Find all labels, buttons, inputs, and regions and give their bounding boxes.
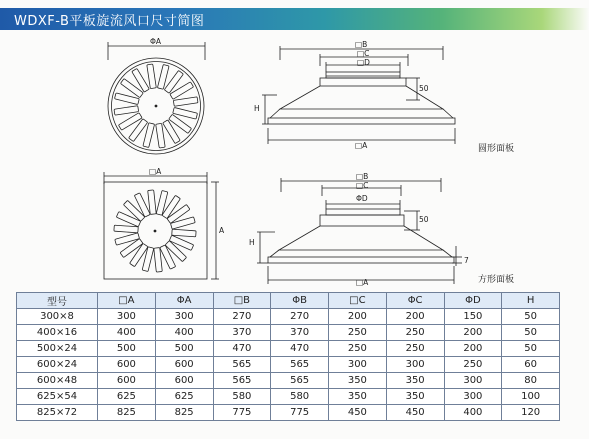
- table-cell: 80: [502, 373, 560, 389]
- table-cell: 250: [329, 325, 387, 341]
- table-cell: 600: [155, 357, 213, 373]
- col-header: ΦA: [155, 293, 213, 309]
- dim-sq-c-label: □C: [357, 49, 370, 58]
- table-cell: 270: [271, 309, 329, 325]
- table-cell: 350: [386, 389, 444, 405]
- table-header-row: [17, 293, 560, 309]
- table-cell: 350: [329, 373, 387, 389]
- table-cell: 565: [213, 357, 271, 373]
- table-cell: 400: [444, 405, 502, 421]
- table-cell: 300: [329, 357, 387, 373]
- table-cell: 825: [98, 405, 156, 421]
- table-cell: 625: [98, 389, 156, 405]
- caption-round-panel: 圆形面板: [478, 144, 515, 154]
- table-cell: 350: [329, 389, 387, 405]
- diffuser-slot: [171, 217, 196, 229]
- dim-sq-a-square-label: □A: [149, 167, 162, 176]
- table-cell: 450: [329, 405, 387, 421]
- dim-sq-b-label: □B: [355, 40, 368, 49]
- table-cell: 825: [155, 405, 213, 421]
- table-cell: 600×24: [17, 357, 98, 373]
- table-row: [17, 405, 560, 421]
- dim-a-side-label: A: [219, 226, 225, 235]
- table-cell: 500: [98, 341, 156, 357]
- table-cell: 400: [98, 325, 156, 341]
- table-cell: 580: [271, 389, 329, 405]
- table-row: [17, 373, 560, 389]
- square-panel-plan-view: [104, 172, 219, 279]
- table-cell: 625×54: [17, 389, 98, 405]
- table-cell: 500: [155, 341, 213, 357]
- diffuser-slot: [169, 235, 193, 250]
- table-cell: 250: [329, 341, 387, 357]
- table-cell: 300: [98, 309, 156, 325]
- table-cell: 470: [213, 341, 271, 357]
- table-cell: 400: [155, 325, 213, 341]
- table-cell: 300: [444, 389, 502, 405]
- caption-square-panel: 方形面板: [478, 275, 515, 285]
- table-cell: 825×72: [17, 405, 98, 421]
- dim-sq-d-label: □D: [357, 58, 370, 67]
- dim-h-label-2: H: [249, 238, 255, 247]
- diffuser-slot: [160, 245, 176, 269]
- table-cell: 565: [271, 357, 329, 373]
- diffuser-slot: [170, 82, 194, 100]
- col-header: ΦC: [386, 293, 444, 309]
- table-cell: 250: [444, 357, 502, 373]
- col-header: H: [502, 293, 560, 309]
- diffuser-slot: [115, 233, 140, 245]
- diffuser-slot: [163, 120, 181, 144]
- table-cell: 600×48: [17, 373, 98, 389]
- table-cell: 50: [502, 325, 560, 341]
- table-row: [17, 309, 560, 325]
- table-cell: 250: [386, 325, 444, 341]
- col-header: ΦB: [271, 293, 329, 309]
- page-title: WDXF-B平板旋流风口尺寸简图: [14, 14, 205, 29]
- col-header: ΦD: [444, 293, 502, 309]
- table-row: [17, 389, 560, 405]
- dim-sq-b-label-2: □B: [356, 172, 369, 181]
- col-header: □C: [329, 293, 387, 309]
- spec-table: [16, 292, 560, 421]
- table-cell: 775: [213, 405, 271, 421]
- diffuser-slot: [116, 212, 140, 227]
- dim-7-label: 7: [464, 256, 469, 265]
- table-cell: 625: [155, 389, 213, 405]
- dim-sq-a-bottom-label: □A: [355, 141, 368, 150]
- table-cell: 150: [444, 309, 502, 325]
- table-cell: 300: [155, 309, 213, 325]
- table-cell: 250: [386, 341, 444, 357]
- table-row: [17, 357, 560, 373]
- diffuser-slot: [147, 64, 156, 89]
- table-cell: 600: [155, 373, 213, 389]
- table-body: [17, 309, 560, 421]
- table-cell: 470: [271, 341, 329, 357]
- table-cell: 120: [502, 405, 560, 421]
- round-panel-plan-view: [108, 42, 205, 154]
- table-cell: 580: [213, 389, 271, 405]
- table-cell: 450: [386, 405, 444, 421]
- table-cell: 400×16: [17, 325, 98, 341]
- diffuser-slot: [156, 123, 165, 148]
- table-cell: 350: [386, 373, 444, 389]
- diffuser-slot: [173, 97, 198, 106]
- table-cell: 300×8: [17, 309, 98, 325]
- dim-sq-c-label-2: □C: [356, 181, 369, 190]
- col-header: □A: [98, 293, 156, 309]
- col-header: 型号: [17, 293, 98, 309]
- diffuser-slot: [114, 106, 139, 115]
- table-row: [17, 325, 560, 341]
- table-cell: 270: [213, 309, 271, 325]
- diffuser-slot: [156, 190, 168, 215]
- table-cell: 300: [386, 357, 444, 373]
- table-cell: 565: [271, 373, 329, 389]
- table-cell: 200: [444, 341, 502, 357]
- table-cell: 300: [444, 373, 502, 389]
- table-cell: 600: [98, 373, 156, 389]
- col-header: □B: [213, 293, 271, 309]
- table-cell: 200: [329, 309, 387, 325]
- diffuser-slot: [172, 229, 196, 237]
- table-cell: 565: [213, 373, 271, 389]
- table-row: [17, 341, 560, 357]
- table-cell: 100: [502, 389, 560, 405]
- dim-phi-a-label: ΦA: [150, 37, 162, 46]
- dim-h-label: H: [254, 104, 260, 113]
- diffuser-slot: [118, 113, 142, 131]
- table-cell: 600: [98, 357, 156, 373]
- table-cell: 370: [271, 325, 329, 341]
- diffuser-slot: [148, 190, 156, 214]
- table-cell: 50: [502, 309, 560, 325]
- table-cell: 370: [213, 325, 271, 341]
- table-cell: 60: [502, 357, 560, 373]
- diffuser-slot: [132, 68, 150, 92]
- table-cell: 500×24: [17, 341, 98, 357]
- diffuser-slot: [154, 248, 162, 272]
- dim-50-label-2: 50: [419, 215, 429, 224]
- table-cell: 775: [271, 405, 329, 421]
- dim-phi-d-label: ΦD: [356, 194, 368, 203]
- dim-50-label: 50: [419, 84, 429, 93]
- table-cell: 200: [444, 325, 502, 341]
- diffuser-slot: [142, 247, 154, 272]
- dim-sq-a-bottom-label-2: □A: [356, 278, 369, 287]
- table-cell: 50: [502, 341, 560, 357]
- diffuser-slot: [114, 225, 138, 233]
- table-cell: 200: [386, 309, 444, 325]
- diffuser-slot: [134, 193, 150, 217]
